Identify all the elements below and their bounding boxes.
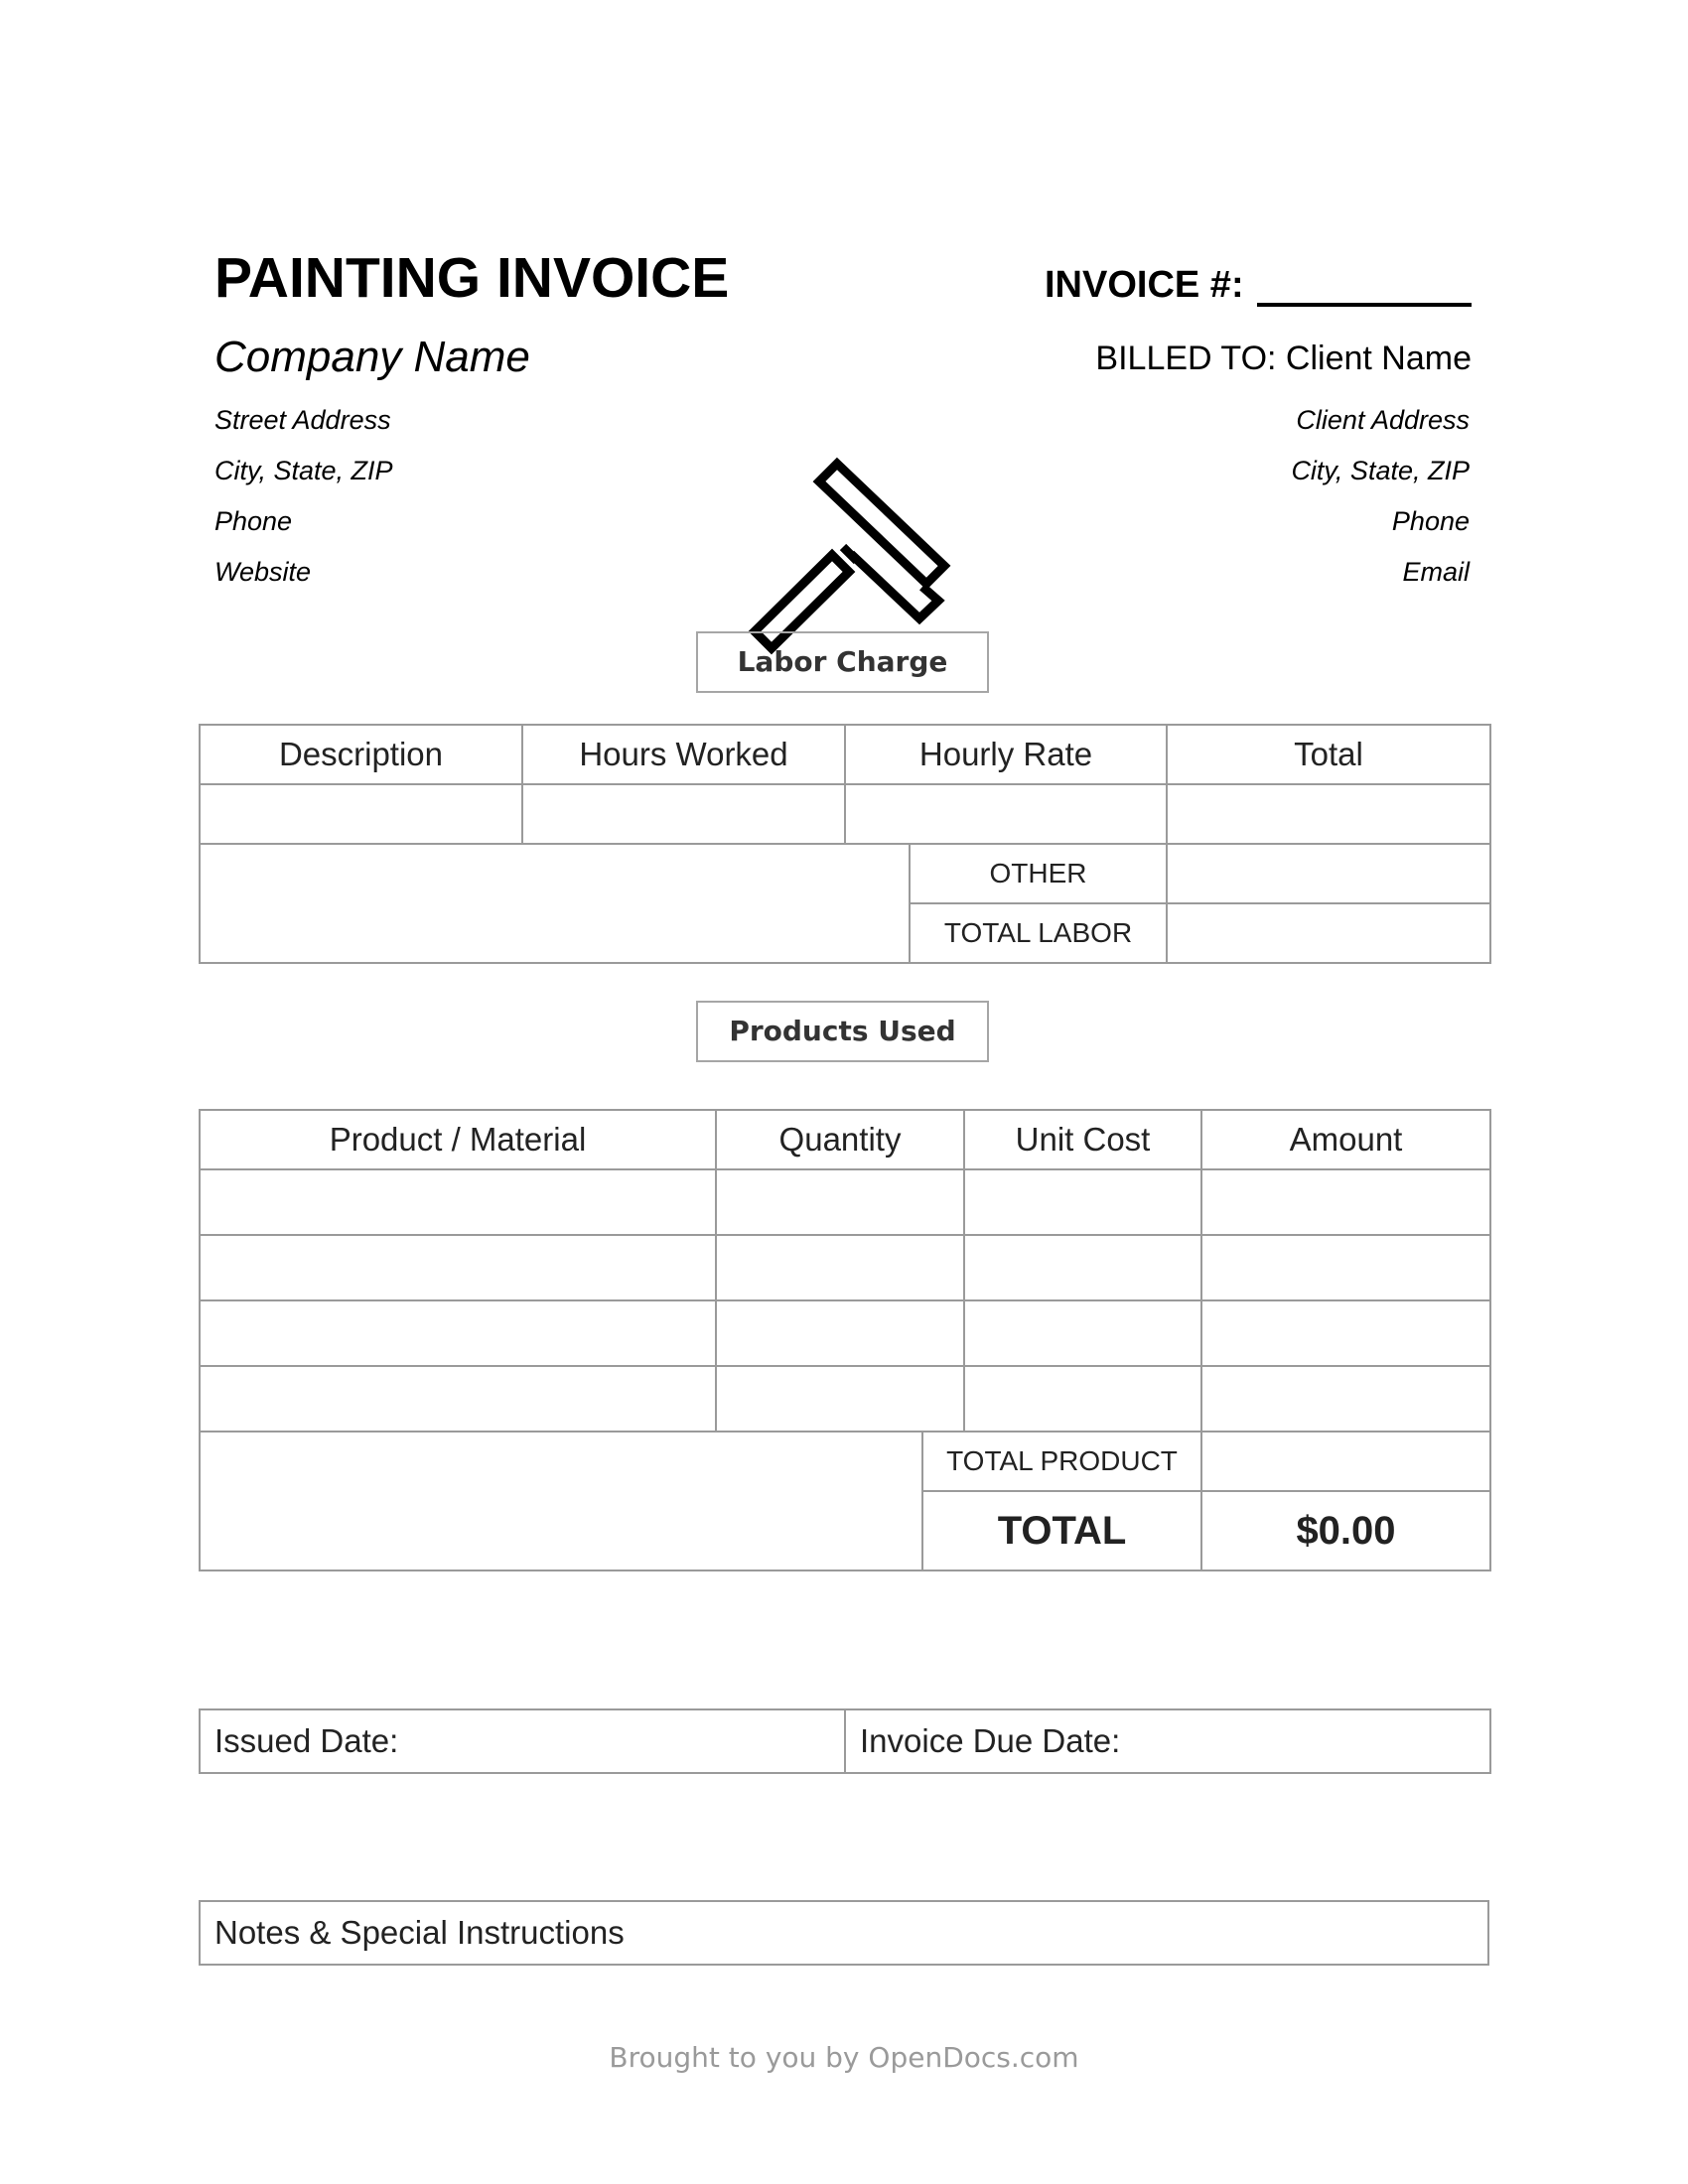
invoice-number-label: INVOICE #: — [1045, 264, 1244, 306]
product-amount-cell[interactable] — [1201, 1169, 1490, 1235]
products-col-unit-cost: Unit Cost — [964, 1110, 1201, 1169]
total-product-label: TOTAL PRODUCT — [922, 1432, 1201, 1491]
labor-hours-cell[interactable] — [522, 784, 845, 844]
products-col-quantity: Quantity — [716, 1110, 964, 1169]
company-name[interactable]: Company Name — [214, 333, 530, 381]
notes-field[interactable]: Notes & Special Instructions — [200, 1901, 1488, 1965]
table-row — [200, 1235, 1490, 1300]
total-labor-label: TOTAL LABOR — [910, 903, 1167, 963]
billed-to[interactable]: BILLED TO: Client Name — [1095, 340, 1472, 377]
product-material-cell[interactable] — [200, 1235, 716, 1300]
labor-total-cell[interactable] — [1167, 784, 1490, 844]
product-unit-cost-cell[interactable] — [964, 1235, 1201, 1300]
company-website[interactable]: Website — [214, 557, 312, 587]
product-unit-cost-cell[interactable] — [964, 1169, 1201, 1235]
dates-table — [199, 1708, 1491, 1774]
products-used-heading: Products Used — [696, 1001, 989, 1062]
labor-table — [199, 724, 1491, 964]
labor-rate-cell[interactable] — [845, 784, 1167, 844]
table-row — [200, 1300, 1490, 1366]
labor-col-rate: Hourly Rate — [845, 725, 1167, 784]
product-unit-cost-cell[interactable] — [964, 1366, 1201, 1432]
notes-table — [199, 1900, 1489, 1966]
table-row — [200, 1169, 1490, 1235]
invoice-number-field[interactable] — [1257, 303, 1472, 307]
company-street[interactable]: Street Address — [214, 405, 391, 435]
company-phone[interactable]: Phone — [214, 506, 293, 536]
products-blank-area — [200, 1432, 922, 1570]
labor-col-total: Total — [1167, 725, 1490, 784]
product-quantity-cell[interactable] — [716, 1169, 964, 1235]
product-amount-cell[interactable] — [1201, 1366, 1490, 1432]
table-row — [200, 1366, 1490, 1432]
products-table — [199, 1109, 1491, 1571]
product-quantity-cell[interactable] — [716, 1235, 964, 1300]
product-amount-cell[interactable] — [1201, 1235, 1490, 1300]
products-col-material: Product / Material — [200, 1110, 716, 1169]
product-unit-cost-cell[interactable] — [964, 1300, 1201, 1366]
product-material-cell[interactable] — [200, 1300, 716, 1366]
total-product-value[interactable] — [1201, 1432, 1490, 1491]
issued-date-field[interactable]: Issued Date: — [200, 1709, 845, 1773]
labor-charge-heading: Labor Charge — [696, 631, 989, 693]
due-date-field[interactable]: Invoice Due Date: — [845, 1709, 1490, 1773]
client-phone[interactable]: Phone — [1391, 506, 1470, 536]
product-quantity-cell[interactable] — [716, 1366, 964, 1432]
footer-credit: Brought to you by OpenDocs.com — [609, 2041, 1079, 2074]
invoice-title: PAINTING INVOICE — [214, 246, 730, 310]
product-amount-cell[interactable] — [1201, 1300, 1490, 1366]
products-col-amount: Amount — [1201, 1110, 1490, 1169]
grand-total-label: TOTAL — [922, 1491, 1201, 1570]
product-material-cell[interactable] — [200, 1169, 716, 1235]
client-city-state-zip[interactable]: City, State, ZIP — [1291, 456, 1470, 485]
labor-col-description: Description — [200, 725, 522, 784]
total-labor-value[interactable] — [1167, 903, 1490, 963]
labor-other-label: OTHER — [910, 844, 1167, 903]
company-city-state-zip[interactable]: City, State, ZIP — [214, 456, 393, 485]
labor-blank-area — [200, 844, 910, 963]
client-email[interactable]: Email — [1402, 557, 1470, 587]
grand-total-value: $0.00 — [1201, 1491, 1490, 1570]
labor-col-hours: Hours Worked — [522, 725, 845, 784]
labor-other-value[interactable] — [1167, 844, 1490, 903]
client-address[interactable]: Client Address — [1296, 405, 1470, 435]
labor-description-cell[interactable] — [200, 784, 522, 844]
product-quantity-cell[interactable] — [716, 1300, 964, 1366]
table-row — [200, 784, 1490, 844]
product-material-cell[interactable] — [200, 1366, 716, 1432]
